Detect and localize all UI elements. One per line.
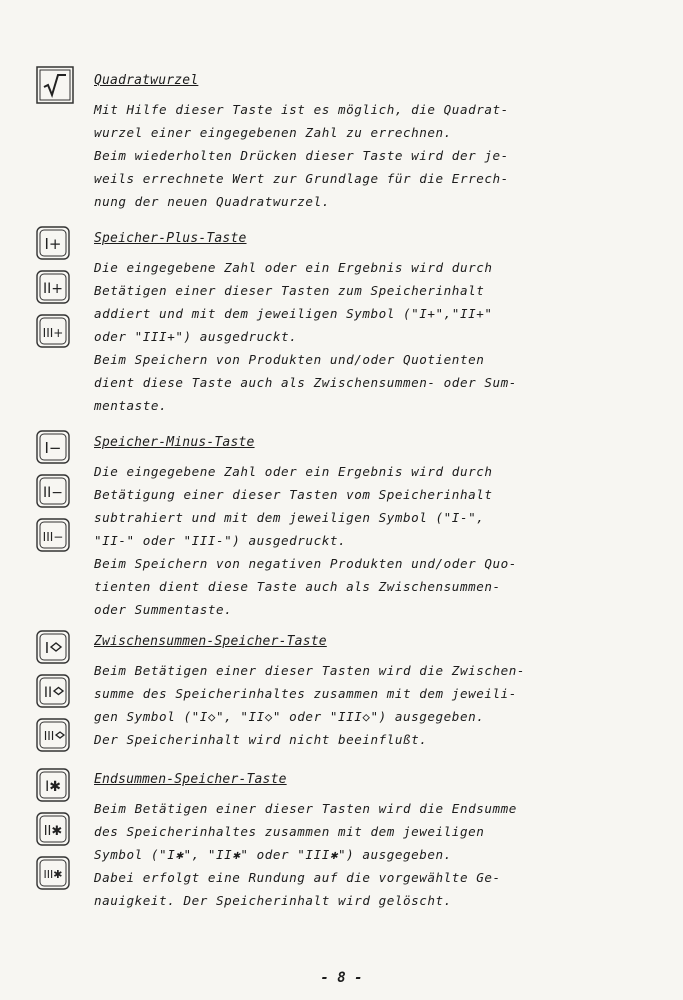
text-line: Beim Betätigen einer dieser Tasten wird die Zwischen- [94, 663, 525, 678]
svg-text:I+: I+ [44, 235, 62, 253]
text-line: nauigkeit. Der Speicherinhalt wird gelöscht. [94, 893, 452, 908]
text-line: "II-" oder "III-") ausgedruckt. [94, 533, 347, 548]
svg-text:III−: III− [42, 530, 64, 544]
section-title: Speicher-Plus-Taste [94, 231, 247, 246]
text-line: Beim Betätigen einer dieser Tasten wird die Endsumme [94, 801, 517, 816]
text-line: Betätigen einer dieser Tasten zum Speicherinhalt [94, 283, 485, 298]
section-title: Zwischensummen-Speicher-Taste [94, 634, 327, 649]
text-line: oder Summentaste. [94, 602, 233, 617]
key-icons [36, 768, 70, 900]
memory-2-total-key-icon [36, 812, 70, 846]
key-icons [36, 226, 70, 358]
memory-2-plus-key-icon [36, 270, 70, 304]
text-line: Die eingegebene Zahl oder ein Ergebnis wird durch [94, 260, 493, 275]
text-line: mentaste. [94, 398, 168, 413]
svg-text:I−: I− [44, 439, 62, 457]
svg-text:II: II [43, 685, 53, 701]
svg-text:II✱: II✱ [43, 824, 63, 839]
text-line: Dabei erfolgt eine Rundung auf die vorgewählte Ge- [94, 870, 501, 885]
svg-text:II−: II− [43, 485, 63, 501]
text-line: summe des Speicherinhaltes zusammen mit dem jeweili- [94, 686, 517, 701]
key-icons [36, 66, 70, 110]
text-line: oder "III+") ausgedruckt. [94, 329, 298, 344]
text-line: Der Speicherinhalt wird nicht beeinflußt. [94, 732, 428, 747]
svg-text:I: I [44, 639, 50, 657]
svg-text:III✱: III✱ [43, 868, 63, 881]
key-icons [36, 430, 70, 562]
memory-2-minus-key-icon [36, 474, 70, 508]
memory-1-subtotal-key-icon [36, 630, 70, 664]
text-line: Beim wiederholten Drücken dieser Taste wird der je- [94, 148, 509, 163]
svg-text:III: III [43, 729, 55, 743]
text-line: nung der neuen Quadratwurzel. [94, 194, 330, 209]
text-line: dient diese Taste auch als Zwischensummen- oder Sum- [94, 375, 517, 390]
text-line: gen Symbol ("I◇", "II◇" oder "III◇") ausgegeben. [94, 709, 485, 724]
text-line: weils errechnete Wert zur Grundlage für die Errech- [94, 171, 509, 186]
text-line: tienten dient diese Taste auch als Zwischensummen- [94, 579, 501, 594]
text-line: Beim Speichern von negativen Produkten und/oder Quo- [94, 556, 517, 571]
svg-text:I✱: I✱ [45, 779, 61, 795]
memory-2-subtotal-key-icon [36, 674, 70, 708]
svg-text:III+: III+ [42, 326, 64, 340]
svg-text:II+: II+ [43, 281, 63, 297]
text-line: Beim Speichern von Produkten und/oder Quotienten [94, 352, 485, 367]
key-icons [36, 630, 70, 762]
memory-3-total-key-icon [36, 856, 70, 890]
text-line: Symbol ("I✱", "II✱" oder "III✱") ausgegeben. [94, 847, 452, 862]
memory-3-minus-key-icon [36, 518, 70, 552]
section-title: Quadratwurzel [94, 73, 199, 88]
text-line: Die eingegebene Zahl oder ein Ergebnis wird durch [94, 464, 493, 479]
text-line: wurzel einer eingegebenen Zahl zu errechnen. [94, 125, 452, 140]
section-title: Endsummen-Speicher-Taste [94, 772, 287, 787]
memory-3-subtotal-key-icon [36, 718, 70, 752]
text-line: addiert und mit dem jeweiligen Symbol ("I+","II+" [94, 306, 493, 321]
text-line: des Speicherinhaltes zusammen mit dem jeweiligen [94, 824, 485, 839]
memory-1-minus-key-icon [36, 430, 70, 464]
text-line: subtrahiert und mit dem jeweiligen Symbol ("I-", [94, 510, 485, 525]
sqrt-key-icon [36, 66, 70, 100]
section-title: Speicher-Minus-Taste [94, 435, 255, 450]
text-line: Mit Hilfe dieser Taste ist es möglich, die Quadrat- [94, 102, 509, 117]
memory-1-total-key-icon [36, 768, 70, 802]
text-line: Betätigung einer dieser Tasten vom Speicherinhalt [94, 487, 493, 502]
page-number: - 8 - [320, 970, 363, 986]
memory-3-plus-key-icon [36, 314, 70, 348]
memory-1-plus-key-icon [36, 226, 70, 260]
